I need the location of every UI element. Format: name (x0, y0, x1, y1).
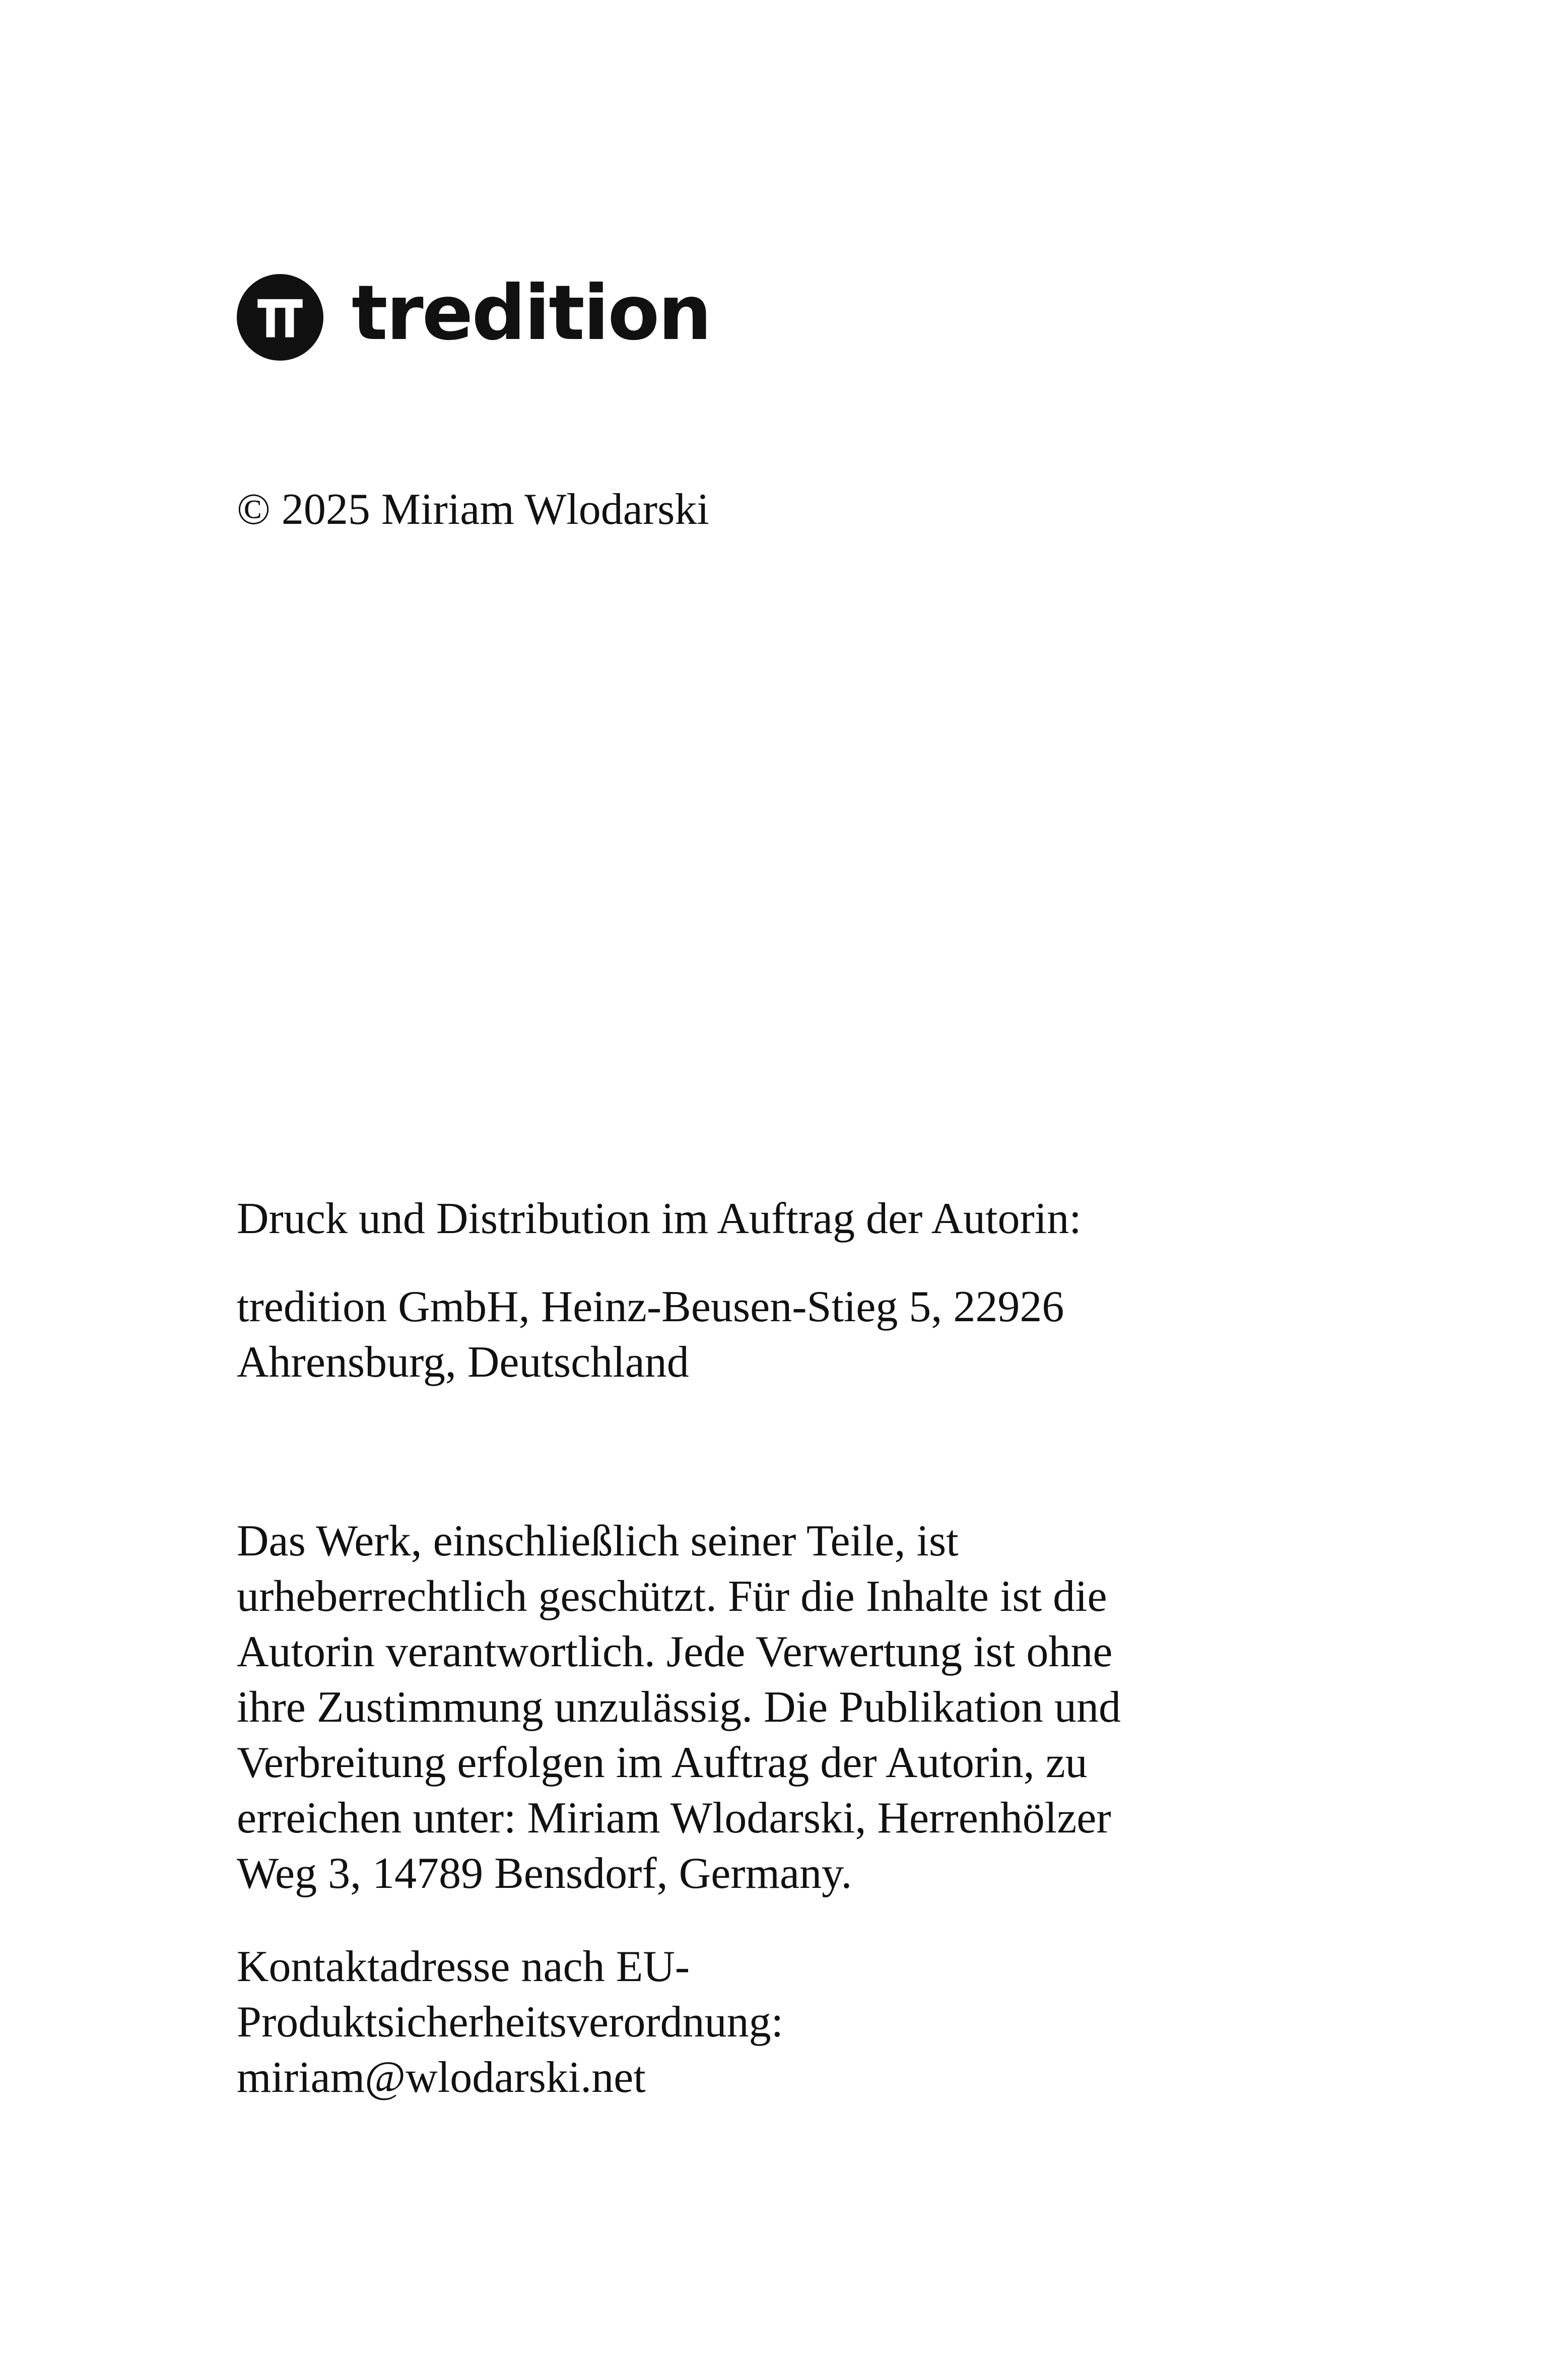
publisher-address: tredition GmbH, Heinz-Beusen-Stieg 5, 22926 Ahrensburg, Deutschland (237, 1282, 1064, 1387)
contact-address: Kontaktadresse nach EU- Produktsicherheitsverordnung: miriam@wlodarski.net (237, 1942, 784, 2102)
rights-notice: Das Werk, einschließlich seiner Teile, ist urheberrechtlich geschützt. Für die Inhalte ist die Autorin verantwortlich. Jede Verwertung ist ohne ihre Zustimmung unzulässig. Die Publikation und Verbreitung erfolgen im Auftrag der Autorin, zu erreichen unter: Miriam Wlodarski, Herrenhölzer Weg 3, 14789 Bensdorf, Germany. (237, 1517, 1121, 1898)
tredition-logo-icon (237, 274, 323, 361)
publisher-logo (237, 269, 711, 363)
logo-wordmark: tredition (352, 269, 711, 357)
copyright-line: © 2025 Miriam Wlodarski (237, 485, 709, 534)
printing-heading: Druck und Distribution im Auftrag der Autorin: (237, 1194, 1082, 1243)
